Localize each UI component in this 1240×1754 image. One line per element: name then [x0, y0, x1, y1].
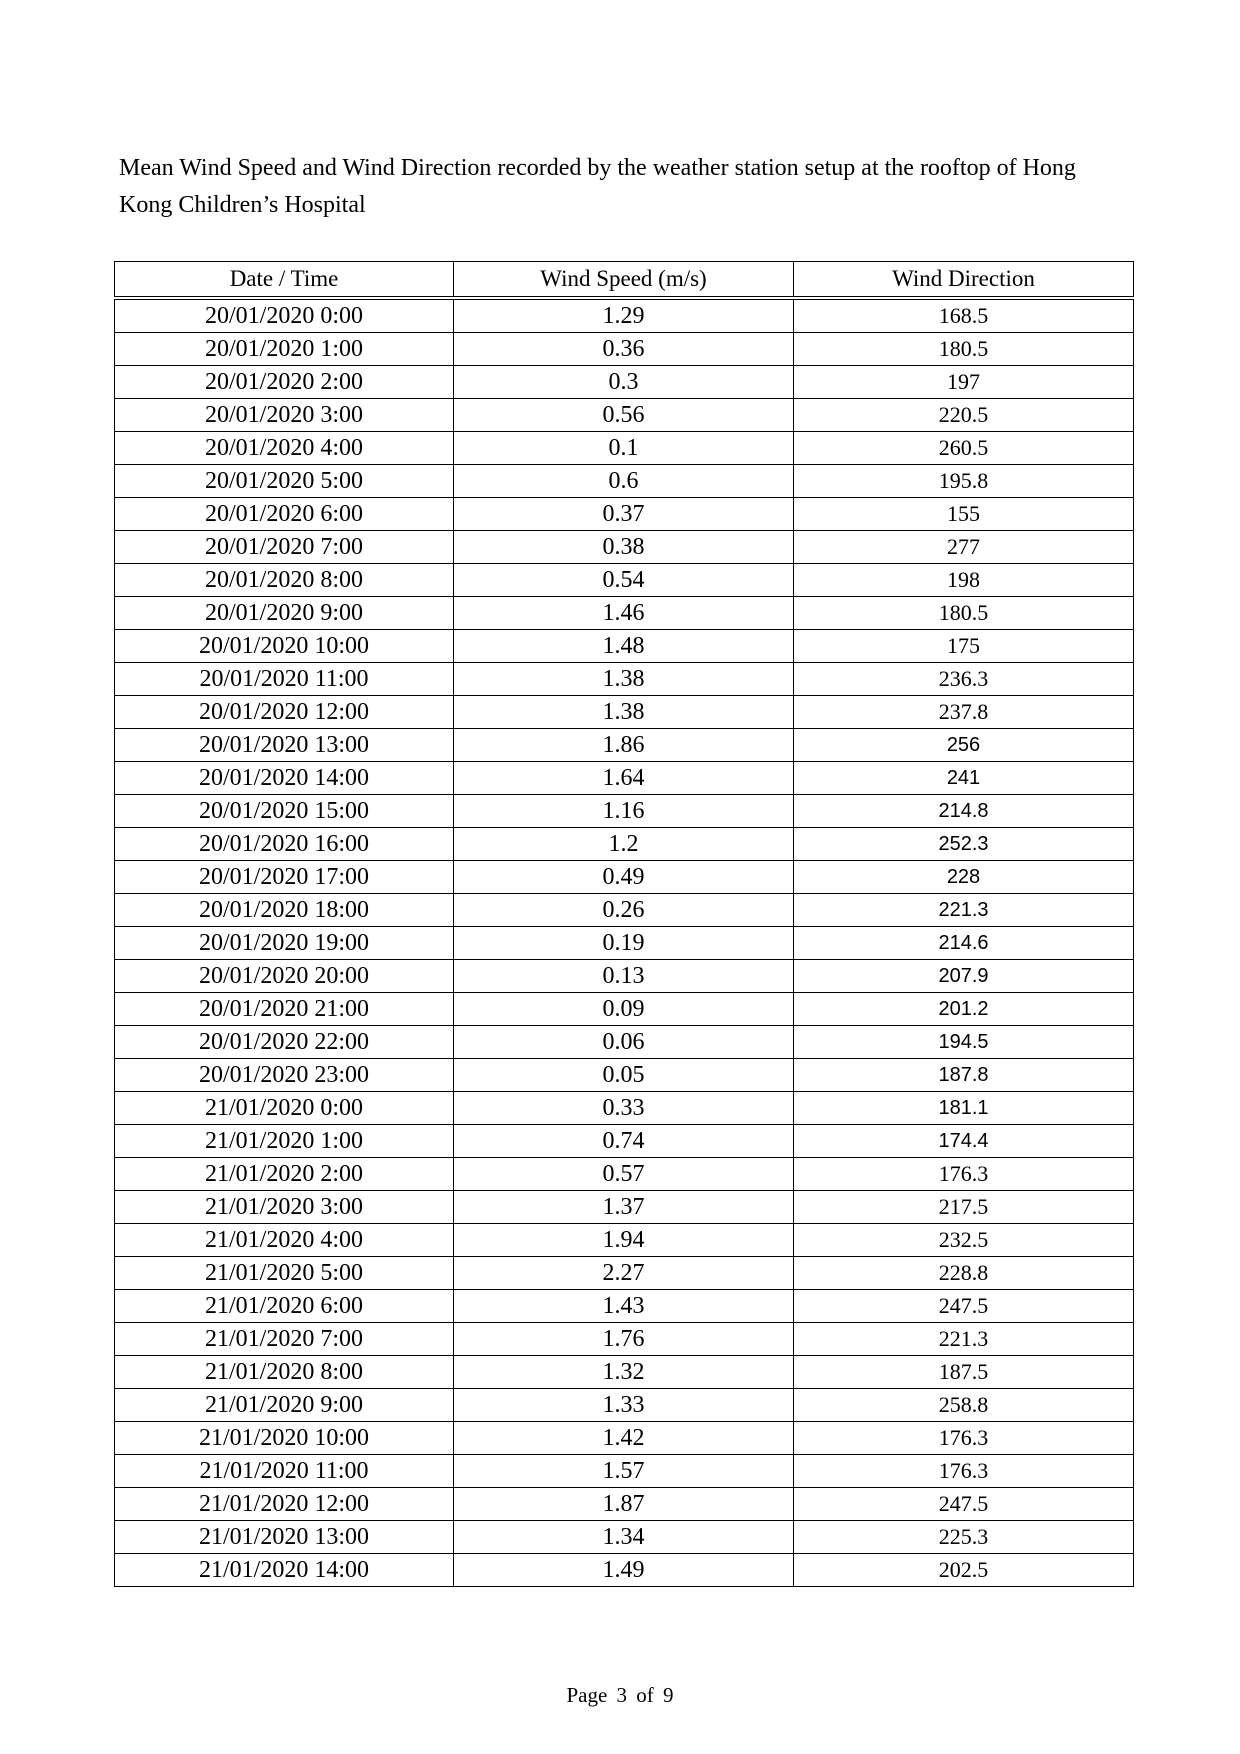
- table-row: [115, 927, 1134, 960]
- cell-wind-speed: 1.38: [454, 663, 794, 696]
- cell-wind-direction: 187.5: [794, 1356, 1134, 1389]
- cell-date-time: 20/01/2020 16:00: [115, 828, 454, 861]
- cell-wind-direction: 277: [794, 531, 1134, 564]
- cell-wind-direction: 237.8: [794, 696, 1134, 729]
- page-of-label: of: [636, 1683, 654, 1707]
- cell-wind-speed: 0.54: [454, 564, 794, 597]
- table-header-row: [115, 262, 1134, 299]
- cell-date-time: 20/01/2020 2:00: [115, 366, 454, 399]
- cell-date-time: 20/01/2020 1:00: [115, 333, 454, 366]
- table-row: [115, 861, 1134, 894]
- cell-wind-direction: 225.3: [794, 1521, 1134, 1554]
- table-row: [115, 795, 1134, 828]
- cell-wind-speed: 0.6: [454, 465, 794, 498]
- cell-wind-speed: 0.49: [454, 861, 794, 894]
- cell-date-time: 21/01/2020 1:00: [115, 1125, 454, 1158]
- cell-wind-direction: 258.8: [794, 1389, 1134, 1422]
- cell-wind-direction: 198: [794, 564, 1134, 597]
- cell-wind-speed: 1.46: [454, 597, 794, 630]
- cell-date-time: 21/01/2020 6:00: [115, 1290, 454, 1323]
- cell-date-time: 20/01/2020 4:00: [115, 432, 454, 465]
- header-date-time: Date / Time: [115, 262, 454, 299]
- cell-wind-speed: 1.64: [454, 762, 794, 795]
- cell-wind-speed: 0.1: [454, 432, 794, 465]
- table-row: [115, 498, 1134, 531]
- page-label: Page: [566, 1683, 608, 1707]
- cell-wind-direction: 260.5: [794, 432, 1134, 465]
- cell-date-time: 21/01/2020 10:00: [115, 1422, 454, 1455]
- cell-date-time: 20/01/2020 3:00: [115, 399, 454, 432]
- table-row: [115, 1191, 1134, 1224]
- table-row: [115, 828, 1134, 861]
- wind-data-table: [114, 261, 1134, 1587]
- cell-wind-speed: 0.09: [454, 993, 794, 1026]
- cell-wind-speed: 0.19: [454, 927, 794, 960]
- table-row: [115, 564, 1134, 597]
- table-row: [115, 1455, 1134, 1488]
- cell-wind-speed: 0.13: [454, 960, 794, 993]
- cell-date-time: 21/01/2020 11:00: [115, 1455, 454, 1488]
- cell-date-time: 20/01/2020 18:00: [115, 894, 454, 927]
- cell-wind-direction: 155: [794, 498, 1134, 531]
- cell-wind-speed: 1.42: [454, 1422, 794, 1455]
- cell-date-time: 20/01/2020 12:00: [115, 696, 454, 729]
- cell-wind-speed: 1.48: [454, 630, 794, 663]
- cell-wind-speed: 1.37: [454, 1191, 794, 1224]
- cell-wind-speed: 0.26: [454, 894, 794, 927]
- cell-date-time: 21/01/2020 3:00: [115, 1191, 454, 1224]
- table-row: [115, 894, 1134, 927]
- table-row: [115, 1290, 1134, 1323]
- cell-wind-direction: 168.5: [794, 298, 1134, 333]
- page-total: 9: [663, 1683, 674, 1707]
- header-wind-direction: Wind Direction: [794, 262, 1134, 299]
- cell-date-time: 20/01/2020 21:00: [115, 993, 454, 1026]
- cell-wind-speed: 2.27: [454, 1257, 794, 1290]
- table-row: [115, 432, 1134, 465]
- cell-date-time: 21/01/2020 9:00: [115, 1389, 454, 1422]
- table-row: [115, 663, 1134, 696]
- table-row: [115, 1257, 1134, 1290]
- cell-wind-speed: 1.16: [454, 795, 794, 828]
- cell-wind-speed: 0.57: [454, 1158, 794, 1191]
- cell-date-time: 20/01/2020 13:00: [115, 729, 454, 762]
- cell-wind-speed: 0.56: [454, 399, 794, 432]
- table-row: [115, 993, 1134, 1026]
- cell-wind-direction: 194.5: [794, 1026, 1134, 1059]
- cell-wind-speed: 1.49: [454, 1554, 794, 1587]
- cell-wind-direction: 176.3: [794, 1422, 1134, 1455]
- table-row: [115, 1488, 1134, 1521]
- cell-date-time: 20/01/2020 9:00: [115, 597, 454, 630]
- cell-wind-direction: 252.3: [794, 828, 1134, 861]
- cell-wind-speed: 0.36: [454, 333, 794, 366]
- cell-wind-speed: 0.33: [454, 1092, 794, 1125]
- cell-date-time: 20/01/2020 19:00: [115, 927, 454, 960]
- cell-date-time: 21/01/2020 4:00: [115, 1224, 454, 1257]
- cell-date-time: 21/01/2020 7:00: [115, 1323, 454, 1356]
- cell-wind-speed: 1.2: [454, 828, 794, 861]
- table-row: [115, 1125, 1134, 1158]
- cell-date-time: 21/01/2020 13:00: [115, 1521, 454, 1554]
- cell-date-time: 21/01/2020 5:00: [115, 1257, 454, 1290]
- table-row: [115, 531, 1134, 564]
- cell-date-time: 20/01/2020 8:00: [115, 564, 454, 597]
- cell-date-time: 20/01/2020 5:00: [115, 465, 454, 498]
- cell-wind-speed: 0.3: [454, 366, 794, 399]
- cell-wind-speed: 1.57: [454, 1455, 794, 1488]
- cell-wind-direction: 214.8: [794, 795, 1134, 828]
- cell-wind-direction: 221.3: [794, 1323, 1134, 1356]
- cell-wind-speed: 1.76: [454, 1323, 794, 1356]
- cell-date-time: 20/01/2020 0:00: [115, 298, 454, 333]
- cell-wind-direction: 180.5: [794, 333, 1134, 366]
- cell-wind-direction: 236.3: [794, 663, 1134, 696]
- page-number: 3: [616, 1683, 628, 1707]
- cell-wind-speed: 1.32: [454, 1356, 794, 1389]
- page-footer: [0, 1683, 1240, 1708]
- cell-wind-direction: 180.5: [794, 597, 1134, 630]
- table-row: [115, 729, 1134, 762]
- cell-wind-direction: 195.8: [794, 465, 1134, 498]
- cell-date-time: 20/01/2020 7:00: [115, 531, 454, 564]
- table-row: [115, 1323, 1134, 1356]
- cell-wind-direction: 202.5: [794, 1554, 1134, 1587]
- cell-wind-speed: 1.87: [454, 1488, 794, 1521]
- cell-wind-direction: 256: [794, 729, 1134, 762]
- cell-wind-direction: 181.1: [794, 1092, 1134, 1125]
- cell-wind-speed: 1.29: [454, 298, 794, 333]
- table-row: [115, 1356, 1134, 1389]
- cell-date-time: 20/01/2020 11:00: [115, 663, 454, 696]
- cell-date-time: 21/01/2020 0:00: [115, 1092, 454, 1125]
- cell-wind-direction: 247.5: [794, 1488, 1134, 1521]
- cell-wind-direction: 217.5: [794, 1191, 1134, 1224]
- cell-wind-speed: 0.38: [454, 531, 794, 564]
- table-row: [115, 1554, 1134, 1587]
- cell-wind-direction: 220.5: [794, 399, 1134, 432]
- cell-wind-direction: 214.6: [794, 927, 1134, 960]
- cell-wind-speed: 0.74: [454, 1125, 794, 1158]
- cell-wind-direction: 247.5: [794, 1290, 1134, 1323]
- cell-wind-speed: 1.38: [454, 696, 794, 729]
- table-row: [115, 1224, 1134, 1257]
- table-row: [115, 399, 1134, 432]
- header-wind-speed: Wind Speed (m/s): [454, 262, 794, 299]
- cell-wind-speed: 1.34: [454, 1521, 794, 1554]
- table-row: [115, 597, 1134, 630]
- cell-wind-direction: 221.3: [794, 894, 1134, 927]
- cell-wind-direction: 176.3: [794, 1455, 1134, 1488]
- cell-date-time: 21/01/2020 14:00: [115, 1554, 454, 1587]
- cell-date-time: 20/01/2020 14:00: [115, 762, 454, 795]
- cell-date-time: 20/01/2020 15:00: [115, 795, 454, 828]
- cell-wind-direction: 174.4: [794, 1125, 1134, 1158]
- cell-date-time: 20/01/2020 22:00: [115, 1026, 454, 1059]
- table-row: [115, 762, 1134, 795]
- cell-wind-speed: 1.86: [454, 729, 794, 762]
- cell-wind-direction: 175: [794, 630, 1134, 663]
- cell-wind-speed: 0.37: [454, 498, 794, 531]
- cell-wind-speed: 0.06: [454, 1026, 794, 1059]
- table-row: [115, 1422, 1134, 1455]
- table-row: [115, 1059, 1134, 1092]
- cell-wind-direction: 207.9: [794, 960, 1134, 993]
- table-caption: Mean Wind Speed and Wind Direction recorded by the weather station setup at the rooftop of Hong Kong Children’s Hospital: [119, 155, 1076, 218]
- table-row: [115, 960, 1134, 993]
- cell-wind-direction: 176.3: [794, 1158, 1134, 1191]
- cell-wind-direction: 228.8: [794, 1257, 1134, 1290]
- cell-date-time: 20/01/2020 6:00: [115, 498, 454, 531]
- table-row: [115, 366, 1134, 399]
- table-row: [115, 1389, 1134, 1422]
- table-row: [115, 630, 1134, 663]
- cell-wind-speed: 1.43: [454, 1290, 794, 1323]
- cell-wind-speed: 1.94: [454, 1224, 794, 1257]
- cell-wind-direction: 197: [794, 366, 1134, 399]
- table-row: [115, 1158, 1134, 1191]
- cell-date-time: 21/01/2020 12:00: [115, 1488, 454, 1521]
- cell-date-time: 20/01/2020 10:00: [115, 630, 454, 663]
- table-row: [115, 1521, 1134, 1554]
- cell-date-time: 20/01/2020 17:00: [115, 861, 454, 894]
- cell-date-time: 21/01/2020 2:00: [115, 1158, 454, 1191]
- table-row: [115, 696, 1134, 729]
- cell-date-time: 21/01/2020 8:00: [115, 1356, 454, 1389]
- table-row: [115, 1026, 1134, 1059]
- cell-date-time: 20/01/2020 20:00: [115, 960, 454, 993]
- table-body: [115, 298, 1134, 1587]
- table-row: [115, 465, 1134, 498]
- cell-date-time: 20/01/2020 23:00: [115, 1059, 454, 1092]
- cell-wind-direction: 201.2: [794, 993, 1134, 1026]
- cell-wind-direction: 241: [794, 762, 1134, 795]
- table-row: [115, 333, 1134, 366]
- cell-wind-direction: 232.5: [794, 1224, 1134, 1257]
- cell-wind-speed: 1.33: [454, 1389, 794, 1422]
- cell-wind-direction: 187.8: [794, 1059, 1134, 1092]
- table-row: [115, 1092, 1134, 1125]
- cell-wind-direction: 228: [794, 861, 1134, 894]
- table-row: [115, 298, 1134, 333]
- cell-wind-speed: 0.05: [454, 1059, 794, 1092]
